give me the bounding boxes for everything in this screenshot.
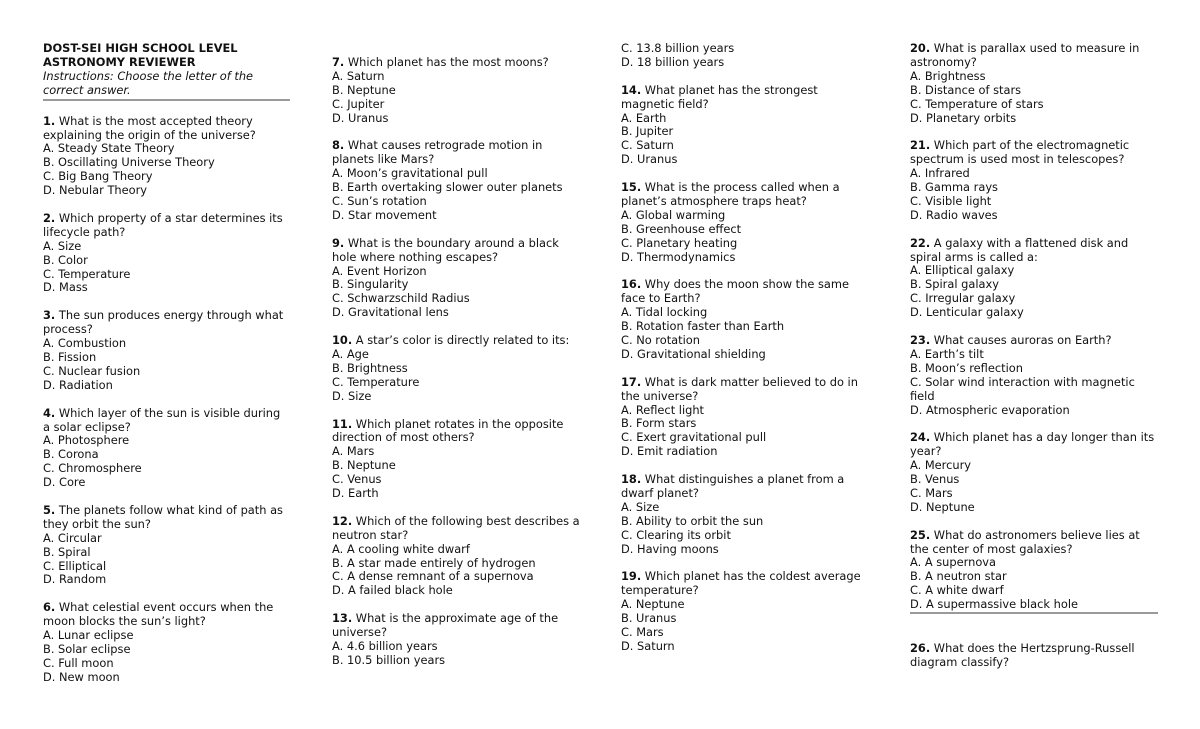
question-block <box>332 515 582 598</box>
question-number: 23. <box>910 332 931 347</box>
question-block <box>332 334 582 404</box>
question-text: Which property of a star determines its lifecycle path? <box>43 210 283 239</box>
question-block <box>621 473 871 556</box>
answer-option: C. Full moon <box>43 655 114 670</box>
question-block <box>43 309 290 392</box>
question-stem <box>910 139 1158 167</box>
answer-option: C. Sun’s rotation <box>332 194 427 209</box>
answer-option: B. Form stars <box>621 416 697 431</box>
answer-option: C. Venus <box>332 472 382 487</box>
question-text: What causes auroras on Earth? <box>930 332 1112 347</box>
question-text: What do astronomers believe lies at the center of most galaxies? <box>910 527 1140 556</box>
question-block <box>332 56 582 126</box>
question-block <box>910 431 1158 514</box>
answer-option: D. Earth <box>332 486 379 501</box>
question-text: The planets follow what kind of path as they orbit the sun? <box>43 502 283 531</box>
question-stem <box>910 431 1158 459</box>
answer-option: D. Core <box>43 475 86 490</box>
answer-option: B. Neptune <box>332 458 396 473</box>
column-3 <box>621 42 871 668</box>
question-block <box>43 601 290 684</box>
answer-option: C. No rotation <box>621 332 700 347</box>
question-text: Which planet has the most moons? <box>344 55 549 69</box>
question-block <box>910 334 1158 417</box>
question-text: Which planet has a day longer than its year? <box>910 430 1155 459</box>
answer-option: D. Uranus <box>332 110 389 125</box>
question-stem <box>332 418 582 446</box>
answer-option: A. Global warming <box>621 207 726 222</box>
question-stem <box>621 84 871 112</box>
question-stem <box>621 278 871 306</box>
question-number: 15. <box>621 180 642 195</box>
answer-option: D. A failed black hole <box>332 583 453 598</box>
question-number: 9. <box>332 235 345 250</box>
question-block <box>621 42 871 70</box>
question-number: 10. <box>332 333 353 348</box>
question-text: What planet has the strongest magnetic field? <box>621 82 818 111</box>
question-stem <box>910 529 1158 557</box>
answer-option: D. Saturn <box>621 638 675 653</box>
answer-option: B. Distance of stars <box>910 82 1022 97</box>
answer-option: A. Saturn <box>332 68 385 83</box>
answer-option: B. Gamma rays <box>910 180 998 195</box>
question-block <box>332 612 582 668</box>
answer-option: B. Moon’s reflection <box>910 360 1023 375</box>
answer-option: D. Emit radiation <box>621 444 718 459</box>
question-block <box>621 84 871 167</box>
question-number: 14. <box>621 82 642 97</box>
answer-option: C. Temperature <box>332 374 420 389</box>
question-text: What is the boundary around a black hole where nothing escapes? <box>332 235 559 264</box>
question-block <box>910 642 1158 670</box>
answer-option: A. Mercury <box>910 458 972 473</box>
answer-option: C. Clearing its orbit <box>621 527 731 542</box>
question-block <box>910 42 1158 125</box>
answer-option: B. A neutron star <box>910 569 1007 584</box>
answer-option: A. Size <box>621 499 660 514</box>
question-stem <box>43 504 290 532</box>
answer-option: A. Tidal locking <box>621 305 708 320</box>
answer-option: A. Moon’s gravitational pull <box>332 166 488 181</box>
question-stem <box>910 334 1158 348</box>
column-1 <box>43 42 290 699</box>
question-text: What does the Hertzsprung-Russell diagram classify? <box>910 641 1135 669</box>
answer-option: C. Saturn <box>621 138 674 153</box>
answer-option: D. Thermodynamics <box>621 249 736 264</box>
question-number: 12. <box>332 513 353 528</box>
answer-option: A. Age <box>332 346 369 361</box>
question-stem <box>43 407 290 435</box>
question-block <box>43 212 290 295</box>
question-number: 5. <box>43 502 56 517</box>
question-text: What is parallax used to measure in astronomy? <box>910 41 1140 69</box>
answer-option: C. Schwarzschild Radius <box>332 291 470 306</box>
question-block <box>910 529 1158 614</box>
answer-option: B. Venus <box>910 472 960 487</box>
answer-option: B. A star made entirely of hydrogen <box>332 555 536 570</box>
answer-option: C. Mars <box>621 624 664 639</box>
question-block <box>43 504 290 587</box>
answer-option: D. Star movement <box>332 207 437 222</box>
answer-option: D. Mass <box>43 280 88 295</box>
answer-option: D. Lenticular galaxy <box>910 305 1024 320</box>
answer-option: D. Radiation <box>43 377 113 392</box>
answer-option: D. Uranus <box>621 152 678 167</box>
question-stem <box>621 181 871 209</box>
answer-option: B. Corona <box>43 447 99 462</box>
question-number: 8. <box>332 138 345 153</box>
answer-option: A. Lunar eclipse <box>43 628 134 643</box>
answer-option: A. Neptune <box>621 597 685 612</box>
question-block <box>621 278 871 361</box>
question-number: 16. <box>621 277 642 292</box>
question-text: The sun produces energy through what process? <box>43 308 284 337</box>
worksheet-header <box>43 42 290 101</box>
question-text: What is dark matter believed to do in the universe? <box>621 374 858 403</box>
question-stem <box>910 642 1158 670</box>
answer-option: B. Uranus <box>621 611 677 626</box>
question-number: 21. <box>910 138 931 153</box>
answer-option: B. Greenhouse effect <box>621 221 742 236</box>
question-number: 22. <box>910 235 931 250</box>
answer-option: C. Mars <box>910 485 953 500</box>
answer-option: C. Temperature <box>43 266 131 281</box>
answer-option: C. 13.8 billion years <box>621 41 735 55</box>
answer-option: D. 18 billion years <box>621 54 725 69</box>
question-text: Which planet has the coldest average temperature? <box>621 569 861 598</box>
question-number: 7. <box>332 55 345 69</box>
answer-option: A. Brightness <box>910 68 986 83</box>
answer-option: A. Elliptical galaxy <box>910 263 1015 278</box>
question-number: 3. <box>43 308 56 323</box>
question-number: 24. <box>910 430 931 445</box>
answer-option: B. Neptune <box>332 82 396 97</box>
answer-option: A. Infrared <box>910 166 970 181</box>
question-number: 17. <box>621 374 642 389</box>
question-stem <box>332 139 582 167</box>
question-text: What celestial event occurs when the moon blocks the sun’s light? <box>43 600 274 629</box>
answer-option: D. Nebular Theory <box>43 183 148 198</box>
answer-option: B. Fission <box>43 350 97 364</box>
answer-option: D. Planetary orbits <box>910 110 1017 125</box>
question-number: 25. <box>910 527 931 542</box>
answer-option: C. Big Bang Theory <box>43 169 153 184</box>
question-block <box>910 237 1158 320</box>
question-stem <box>43 309 290 337</box>
question-text: Which part of the electromagnetic spectrum is used most in telescopes? <box>910 138 1130 167</box>
question-number: 19. <box>621 569 642 584</box>
answer-option: B. Spiral galaxy <box>910 277 999 292</box>
column-2 <box>332 56 582 682</box>
question-stem <box>332 334 582 348</box>
answer-option: C. Solar wind interaction with magnetic field <box>910 374 1135 403</box>
answer-option: C. Jupiter <box>332 96 385 111</box>
answer-option: C. Chromosphere <box>43 461 142 476</box>
answer-option: C. Irregular galaxy <box>910 291 1016 306</box>
question-stem <box>621 570 871 598</box>
answer-option: C. Temperature of stars <box>910 96 1044 111</box>
answer-option: D. New moon <box>43 669 120 684</box>
worksheet-title-line-1: DOST-SEI HIGH SCHOOL LEVEL <box>43 41 238 55</box>
answer-option: A. A cooling white dwarf <box>332 541 470 556</box>
answer-option: A. 4.6 billion years <box>332 638 438 653</box>
instructions: Instructions: Choose the letter of the correct answer. <box>43 68 254 97</box>
question-number: 26. <box>910 641 931 656</box>
question-stem <box>910 237 1158 265</box>
question-text: What is the approximate age of the universe? <box>332 611 559 640</box>
question-stem <box>43 601 290 629</box>
question-number: 2. <box>43 210 56 225</box>
question-stem <box>621 473 871 501</box>
question-block <box>332 237 582 320</box>
question-number: 4. <box>43 405 56 420</box>
answer-option: D. Having moons <box>621 541 719 556</box>
question-stem <box>43 115 290 143</box>
answer-option: C. Visible light <box>910 193 992 208</box>
answer-option: A. Steady State Theory <box>43 141 175 156</box>
answer-option: B. Singularity <box>332 277 409 292</box>
question-number: 13. <box>332 611 353 626</box>
answer-option: B. Solar eclipse <box>43 641 131 656</box>
question-number: 20. <box>910 41 931 55</box>
answer-option: C. A dense remnant of a supernova <box>332 569 534 584</box>
question-text: Which layer of the sun is visible during a solar eclipse? <box>43 405 281 434</box>
question-stem <box>910 42 1158 70</box>
question-block <box>910 139 1158 222</box>
answer-option: A. Size <box>43 238 82 253</box>
answer-option: A. Earth’s tilt <box>910 346 984 361</box>
answer-option: B. Rotation faster than Earth <box>621 319 785 334</box>
question-stem <box>621 376 871 404</box>
question-text: What is the process called when a planet’s atmosphere traps heat? <box>621 180 840 208</box>
question-number: 11. <box>332 416 353 431</box>
answer-option: D. Radio waves <box>910 207 998 222</box>
question-number: 18. <box>621 472 642 487</box>
answer-option: A. Combustion <box>43 336 127 351</box>
answer-option: A. Event Horizon <box>332 263 427 278</box>
column-4 <box>910 42 1158 684</box>
answer-option: C. Elliptical <box>43 558 107 573</box>
answer-option: B. Brightness <box>332 360 408 375</box>
question-text: A galaxy with a flattened disk and spiral arms is called a: <box>910 235 1129 264</box>
answer-option: C. A white dwarf <box>910 583 1004 598</box>
answer-option: A. Photosphere <box>43 433 130 448</box>
answer-option: A. Circular <box>43 530 102 545</box>
answer-option: C. Planetary heating <box>621 235 738 250</box>
answer-option: B. Jupiter <box>621 124 674 139</box>
answer-option: B. 10.5 billion years <box>332 652 446 667</box>
answer-option: B. Oscillating Universe Theory <box>43 155 215 170</box>
question-block <box>43 407 290 490</box>
answer-option: D. Gravitational lens <box>332 305 449 320</box>
answer-option: B. Spiral <box>43 544 91 559</box>
answer-option: A. Mars <box>332 444 375 459</box>
answer-option: C. Exert gravitational pull <box>621 430 767 445</box>
question-number: 6. <box>43 600 56 615</box>
question-block <box>621 181 871 264</box>
answer-option: B. Color <box>43 252 88 267</box>
question-stem <box>43 212 290 240</box>
answer-option: C. Nuclear fusion <box>43 363 141 378</box>
question-text: Why does the moon show the same face to Earth? <box>621 277 849 306</box>
answer-option: D. Neptune <box>910 499 975 514</box>
question-number: 1. <box>43 113 56 128</box>
question-text: What distinguishes a planet from a dwarf planet? <box>621 472 845 500</box>
question-text: A star’s color is directly related to its: <box>352 333 570 348</box>
answer-option: A. A supernova <box>910 555 997 570</box>
question-text: Which planet rotates in the opposite direction of most others? <box>332 416 564 445</box>
question-text: Which of the following best describes a neutron star? <box>332 513 580 542</box>
answer-option: A. Reflect light <box>621 402 705 417</box>
answer-option: D. Random <box>43 572 107 587</box>
answer-option: B. Ability to orbit the sun <box>621 513 764 528</box>
question-text: What is the most accepted theory explaining the origin of the universe? <box>43 113 256 142</box>
question-stem <box>332 515 582 543</box>
question-block <box>43 115 290 198</box>
question-block <box>621 570 871 653</box>
question-stem <box>332 237 582 265</box>
answer-option: B. Earth overtaking slower outer planets <box>332 180 563 195</box>
question-block <box>621 376 871 459</box>
answer-option: D. A supermassive black hole <box>910 598 1158 614</box>
question-text: What causes retrograde motion in planets like Mars? <box>332 138 543 167</box>
answer-option: D. Gravitational shielding <box>621 346 766 361</box>
worksheet-title-line-2: ASTRONOMY REVIEWER <box>43 54 196 69</box>
question-stem <box>332 56 582 70</box>
answer-option: D. Atmospheric evaporation <box>910 402 1070 417</box>
answer-option: A. Earth <box>621 110 667 125</box>
question-block <box>332 139 582 222</box>
question-stem <box>332 612 582 640</box>
question-block <box>332 418 582 501</box>
answer-option: D. Size <box>332 388 372 403</box>
